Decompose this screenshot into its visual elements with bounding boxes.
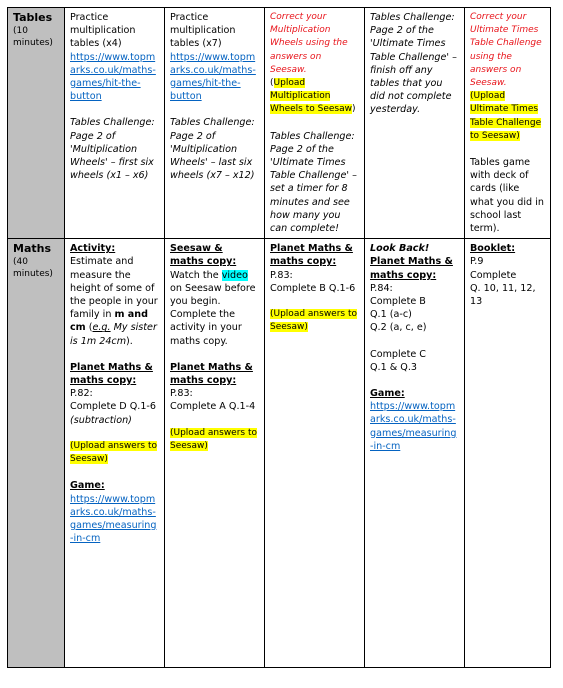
maths-day4-cell — [365, 239, 465, 668]
planet-maths-heading: Planet Maths & maths copy: — [370, 256, 453, 281]
task-b-q1: Q.1 (a-c) — [370, 309, 412, 321]
example-close: ). — [126, 335, 133, 347]
planet-maths-heading: Planet Maths & maths copy: — [270, 243, 353, 268]
upload-highlight: Upload Multiplication Wheels to Seesaw — [270, 78, 352, 115]
tables-day5-upload — [470, 90, 545, 143]
planet-maths-task: Complete D Q.1-6 — [70, 401, 156, 413]
tables-duration: (10 minutes) — [13, 26, 53, 48]
tables-day2-challenge: Tables Challenge: Page 2 of 'Multiplication Wheels' – last six wheels (x7 – x12) — [170, 117, 255, 182]
example-open: ( — [85, 322, 93, 334]
unit-and: and — [124, 309, 148, 321]
planet-maths-page: P.82: — [70, 388, 93, 400]
booklet-questions: Q. 10, 11, 12, 13 — [470, 282, 536, 308]
example-text: My sister is 1m 24cm — [70, 322, 157, 347]
planet-maths-task: Complete B Q.1-6 — [270, 282, 356, 294]
maths-label: Maths — [13, 242, 52, 256]
maths-row — [8, 239, 551, 668]
tables-day1-link[interactable]: https://www.topmarks.co.uk/maths-games/hit-the-button — [70, 51, 156, 103]
maths-day3-cell — [265, 239, 365, 668]
tables-day2-link[interactable]: https://www.topmarks.co.uk/maths-games/hit-the-button — [170, 51, 256, 103]
tables-day3-correct-note: Correct your Multiplication Wheels using the answers on Seesaw. — [270, 12, 348, 75]
booklet-page: P.9 — [470, 256, 484, 268]
tables-day5-cell — [465, 8, 551, 239]
activity-text: Estimate and measure the height of some of the people in your family in — [70, 256, 158, 321]
upload-highlight: (Upload Ultimate Times Table Challenge to Seesaw) — [470, 91, 542, 141]
game-heading: Game: — [370, 388, 405, 400]
tables-label-cell — [8, 8, 65, 239]
tables-day5-game: Tables game with deck of cards (like what you did in school last term). — [470, 157, 544, 235]
task-b-q2: Q.2 (a, c, e) — [370, 322, 427, 334]
tables-day1-task: Practice multiplication tables (x4) — [70, 12, 136, 50]
planet-maths-task-note: (subtraction) — [70, 414, 132, 426]
upload-highlight: (Upload answers to Seesaw) — [70, 440, 157, 465]
tables-day4-challenge: Tables Challenge: Page 2 of the 'Ultimate Times Table Challenge' – finish off any tables that you did not complete yesterday. — [370, 12, 457, 116]
maths-label-cell — [8, 239, 65, 668]
task-c-questions: Q.1 & Q.3 — [370, 361, 417, 373]
booklet-task: Complete — [470, 269, 517, 281]
watch-text: Watch the — [170, 269, 222, 281]
video-word: video — [221, 269, 248, 281]
upload-highlight: (Upload answers to Seesaw) — [170, 427, 257, 451]
tables-label: Tables — [13, 11, 53, 24]
watch-text-rest: on Seesaw before you begin. Complete the activity in your maths copy. — [170, 282, 256, 347]
upload-highlight: (Upload answers to Seesaw) — [270, 309, 357, 333]
tables-day4-cell — [365, 8, 465, 239]
example-eg: e.g. — [92, 322, 111, 334]
game-link[interactable]: https://www.topmarks.co.uk/maths-games/measuring-in-cm — [370, 401, 457, 452]
task-c: Complete C — [370, 348, 426, 360]
timetable-table — [7, 7, 551, 668]
planet-maths-page: P.84: — [370, 282, 393, 294]
tables-day1-challenge: Tables Challenge: Page 2 of 'Multiplication Wheels' – first six wheels (x1 – x6) — [70, 117, 155, 182]
activity-heading: Activity: — [70, 243, 116, 255]
tables-day1-cell — [65, 8, 165, 239]
tables-day3-cell — [265, 8, 365, 239]
maths-day5-cell — [465, 239, 551, 668]
task-b: Complete B — [370, 296, 426, 308]
planet-maths-heading: Planet Maths & maths copy: — [170, 361, 253, 387]
planet-maths-page: P.83: — [170, 388, 193, 400]
maths-day2-cell — [165, 239, 265, 668]
planet-maths-page: P.83: — [270, 269, 293, 281]
tables-day2-cell — [165, 8, 265, 239]
booklet-heading: Booklet: — [470, 243, 516, 255]
tables-day3-upload — [270, 77, 359, 117]
look-back-heading: Look Back! — [370, 243, 430, 255]
tables-day5-correct-note: Correct your Ultimate Times Table Challenge using the answers on Seesaw. — [470, 12, 542, 89]
unit-cm: cm — [70, 322, 86, 334]
seesaw-instructions — [170, 269, 259, 348]
planet-maths-heading: Planet Maths & maths copy: — [70, 361, 153, 387]
unit-m: m — [114, 309, 125, 321]
tables-day3-challenge: Tables Challenge: Page 2 of the 'Ultimate Times Table Challenge' – set a timer for 8 minutes and see how many you can complete! — [270, 130, 357, 235]
game-heading: Game: — [70, 480, 105, 492]
upload-close-paren: ) — [351, 104, 356, 115]
tables-day2-task: Practice multiplication tables (x7) — [170, 12, 236, 50]
planet-maths-task: Complete A Q.1-4 — [170, 401, 256, 413]
tables-row — [8, 8, 551, 239]
seesaw-heading: Seesaw & maths copy: — [170, 243, 237, 268]
game-link[interactable]: https://www.topmarks.co.uk/maths-games/measuring-in-cm — [70, 493, 157, 545]
maths-day1-cell — [65, 239, 165, 668]
activity-body — [70, 255, 159, 347]
upload-open-paren: ( — [270, 78, 274, 89]
maths-duration: (40 minutes) — [13, 257, 53, 280]
